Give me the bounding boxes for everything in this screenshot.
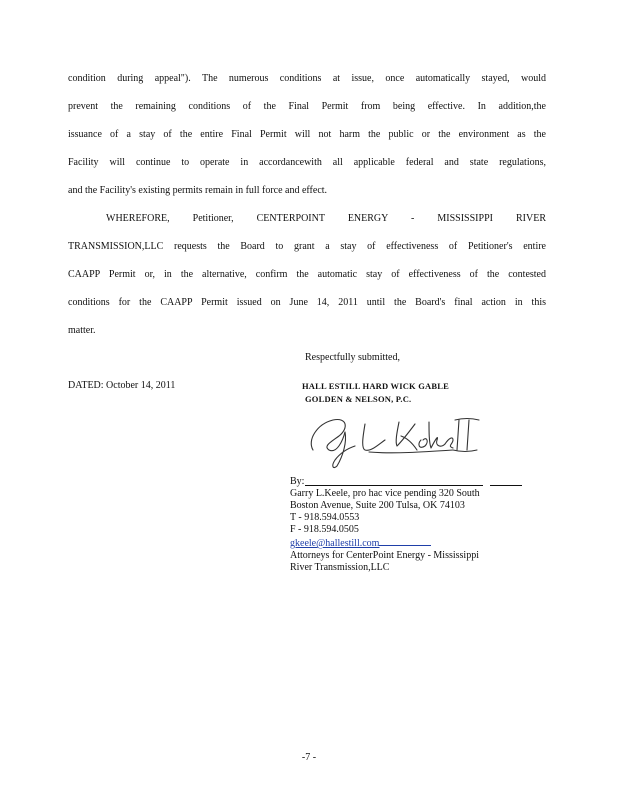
paragraph-1-line-5: and the Facility's existing permits remain in full force and effect.	[68, 185, 328, 196]
firm-name-line-2: GOLDEN & NELSON, P.C.	[305, 394, 412, 404]
handwritten-signature	[303, 410, 483, 472]
email-underline-tail	[379, 536, 431, 546]
paragraph-2-line-3: CAAPP Permit or, in the alternative, confirm the automatic stay of effectiveness of the contested	[68, 269, 546, 280]
paragraph-2-line-2: TRANSMISSION,LLC requests the Board to grant a stay of effectiveness of Petitioner's entire	[68, 241, 546, 252]
dated-line: DATED: October 14, 2011	[68, 380, 176, 391]
attorney-fax: F - 918.594.0505	[290, 524, 359, 535]
paragraph-2-line-1: WHEREFORE, Petitioner, CENTERPOINT ENERGY - MISSISSIPPI RIVER	[106, 213, 546, 224]
paragraph-2-line-5: matter.	[68, 325, 96, 336]
signature-line-extension	[490, 485, 522, 486]
paragraph-2-line-4: conditions for the CAAPP Permit issued on June 14, 2011 until the Board's final action in this	[68, 297, 546, 308]
paragraph-1-line-2: prevent the remaining conditions of the Final Permit from being effective. In addition,the	[68, 101, 546, 112]
attorney-name-line: Garry L.Keele, pro hac vice pending 320 South	[290, 488, 480, 499]
firm-name-line-1: HALL ESTILL HARD WICK GABLE	[302, 381, 449, 391]
attorney-email-link[interactable]: gkeele@hallestill.com	[290, 538, 380, 549]
attorneys-for-line-2: River Transmission,LLC	[290, 562, 390, 573]
paragraph-1-line-1: condition during appeal"). The numerous conditions at issue, once automatically stayed, would	[68, 73, 546, 84]
closing-text: Respectfully submitted,	[305, 352, 400, 363]
paragraph-1-line-4: Facility will continue to operate in accordancewith all applicable federal and state regulations,	[68, 157, 546, 168]
signature-line	[305, 485, 483, 486]
signature-block	[290, 476, 530, 574]
by-label: By:	[290, 476, 305, 487]
paragraph-1-line-3: issuance of a stay of the entire Final Permit will not harm the public or the environment as the	[68, 129, 546, 140]
page-number: -7 -	[301, 752, 317, 763]
attorney-address-line: Boston Avenue, Suite 200 Tulsa, OK 74103	[290, 500, 465, 511]
attorney-phone: T - 918.594.0553	[290, 512, 360, 523]
attorneys-for-line-1: Attorneys for CenterPoint Energy - Mississippi	[290, 550, 479, 561]
